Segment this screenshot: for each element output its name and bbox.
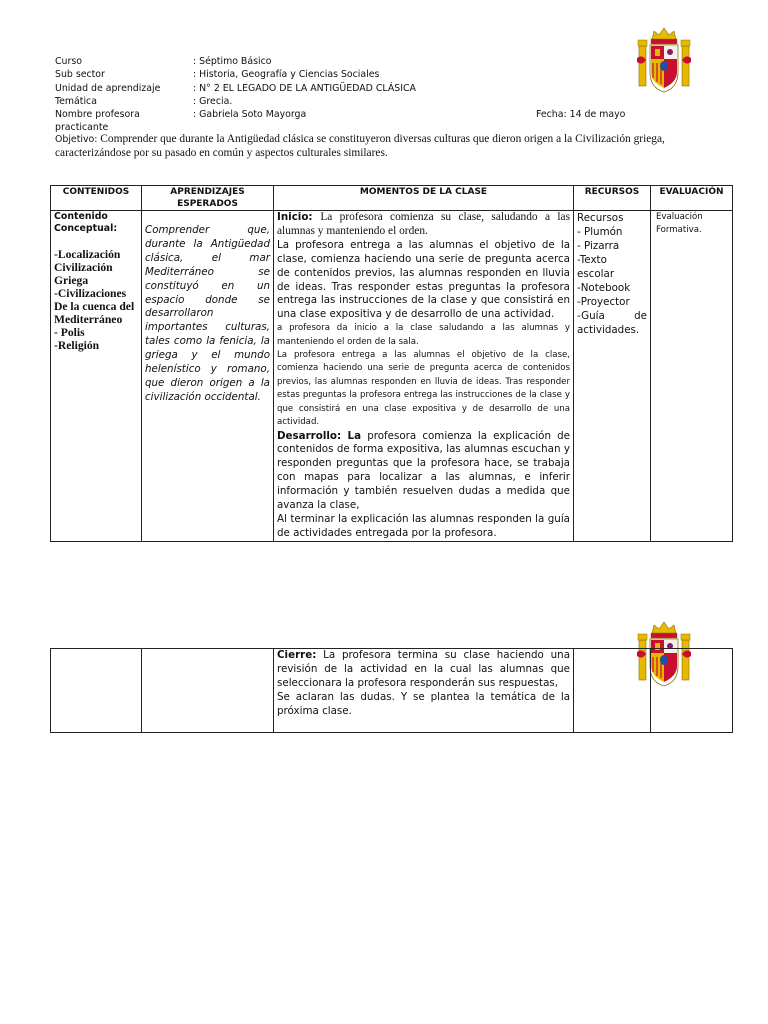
aprendizajes-cell (142, 211, 274, 542)
header-aprendizajes: APRENDIZAJES ESPERADOS (142, 186, 274, 211)
header-label: Nombre profesora practicante (55, 109, 140, 134)
momentos-paragraph-small: La profesora entrega a las alumnas el objetivo de la clase, comienza haciendo una serie de pregunta acerca de contenidos previos, las alumnas responden en lluvia de ideas. Tras responder estas preguntas la profesora entrega las instrucciones de la clase y que consistirá en una clase expositiva y de desarrollo de una actividad. (277, 350, 570, 428)
desarrollo-label: Desarrollo: La (277, 429, 362, 442)
momentos-cell (274, 211, 574, 542)
header-recursos: RECURSOS (574, 186, 651, 211)
recurso-item: - Pizarra (577, 240, 620, 252)
empty-cell (651, 649, 733, 733)
header-label: Temática (55, 95, 97, 107)
objetivo-label: Objetivo: (55, 134, 98, 145)
empty-cell (142, 649, 274, 733)
contenido-item: -Civilizaciones De la cuenca del Mediterráneo (54, 287, 135, 326)
header-label: Curso (55, 56, 82, 67)
contenido-item: -Localización Civilización Griega (54, 248, 121, 287)
desarrollo-text: profesora comienza la explicación de contenidos de forma expositiva, las alumnas escuchan y responden preguntas que la profesora hace, se trabaja con mapas para localizar a las alumnas, e inferir información y también resuelven dudas a medida que avanza la clase, (277, 429, 571, 512)
header-value: : Grecia. (193, 95, 233, 107)
objetivo-text: Comprender que durante la Antigüedad clásica se constituyeron diversas culturas que dieron origen a la Civilización griega, caracterizándose por su pasado en común y aspectos culturales similares. (55, 133, 665, 159)
planning-table (50, 185, 733, 542)
evaluacion-item: Formativa. (656, 225, 702, 235)
empty-cell (574, 649, 651, 733)
objetivo (55, 133, 715, 160)
header-row-tematica (55, 95, 416, 108)
momentos-paragraph-small: a profesora da inicio a la clase saludando a las alumnas y manteniendo el orden de la sala. (277, 323, 570, 347)
contenido-item: -Religión (54, 339, 100, 352)
inicio-text: La profesora comienza su clase, saludando a las alumnas y manteniendo el orden. (277, 211, 571, 237)
cierre-table (50, 648, 733, 733)
header-value: : N° 2 EL LEGADO DE LA ANTIGÜEDAD CLÁSICA (193, 82, 416, 94)
inicio-label: Inicio: (277, 211, 313, 223)
momentos-paragraph: La profesora entrega a las alumnas el objetivo de la clase, comienza haciendo una serie de pregunta acerca de contenidos previos, las alumnas responden en lluvia de ideas. Tras responder estas preguntas la profesora entrega las instrucciones de la clase y que consistirá en una clase expositiva y de desarrollo de una actividad. (277, 238, 570, 321)
header-label: Unidad de aprendizaje (55, 82, 161, 94)
evaluacion-item: Evaluación (656, 212, 703, 222)
header-row-unidad (55, 82, 416, 95)
table-row (51, 211, 733, 542)
contenidos-cell (51, 211, 142, 542)
empty-cell (51, 649, 142, 733)
header-momentos: MOMENTOS DE LA CLASE (274, 186, 574, 211)
cierre-text-2: Se aclaran las dudas. Y se plantea la temática de la próxima clase. (277, 690, 570, 717)
recursos-cell (574, 211, 651, 542)
header-value: : Gabriela Soto Mayorga (193, 109, 307, 121)
evaluacion-cell (651, 211, 733, 542)
header-contenidos: CONTENIDOS (51, 186, 142, 211)
header-info (55, 55, 416, 135)
contenido-item: - Polis (54, 326, 85, 339)
cierre-text: La profesora termina su clase haciendo una revisión de la actividad en la cual las alumnas que seleccionara la profesora responderán sus respuestas, (277, 649, 571, 689)
header-value: : Historia, Geografía y Ciencias Sociales (193, 69, 380, 81)
recurso-item: -Notebook (577, 282, 631, 294)
header-label: Sub sector (55, 69, 105, 81)
header-evaluacion: EVALUACIÓN (651, 186, 733, 211)
table-header-row (51, 186, 733, 211)
header-value: : Séptimo Básico (193, 56, 272, 67)
header-row-subsector (55, 68, 416, 81)
aprendizajes-text: Comprender que, durante la Antigüedad clásica, el mar Mediterráneo se constituyó en un espacio donde se desarrollaron importantes culturas, tales como la fenicia, la griega y el mundo helenístico y romano, que dieron origen a la civilización occidental. (145, 224, 270, 403)
recurso-item: -Texto escolar (577, 254, 615, 280)
cierre-label: Cierre: (277, 649, 317, 661)
recurso-item: -Proyector (577, 296, 630, 308)
coat-of-arms-icon (636, 26, 692, 98)
momentos-paragraph: Al terminar la explicación las alumnas responden la guía de actividades entregada por la profesora. (277, 512, 570, 539)
recurso-item: - Plumón (577, 226, 623, 238)
recurso-item: Recursos (577, 212, 624, 224)
fecha: Fecha: 14 de mayo (536, 109, 626, 120)
header-row-profesora (55, 108, 416, 135)
table-row (51, 649, 733, 733)
header-row-curso (55, 55, 416, 68)
recurso-item: -Guía de actividades. (577, 310, 647, 336)
cierre-cell (274, 649, 574, 733)
contenidos-heading: Contenido Conceptual: (54, 211, 118, 234)
